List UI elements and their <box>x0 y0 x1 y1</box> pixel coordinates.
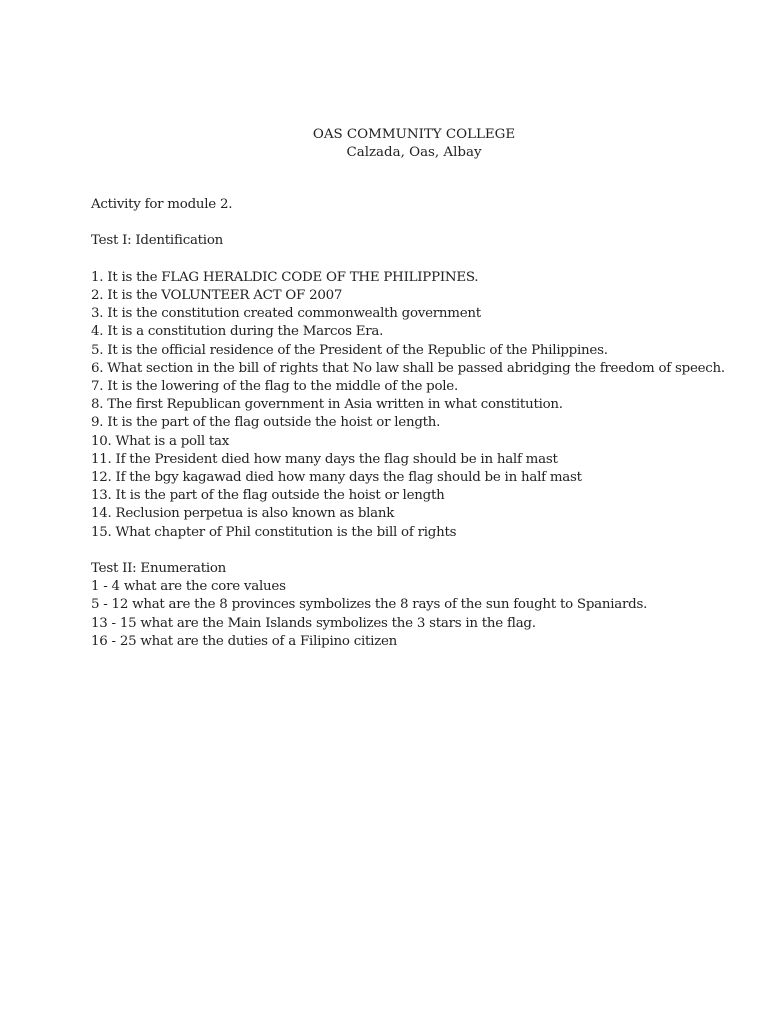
test1-item: 7. It is the lowering of the flag to the middle of the pole. <box>91 379 458 394</box>
institution-name: OAS COMMUNITY COLLEGE <box>312 127 516 142</box>
document-body <box>91 196 751 651</box>
test2-items <box>91 578 751 651</box>
test1-item: 13. It is the part of the flag outside the hoist or length <box>91 488 445 504</box>
test2-title: Test II: Enumeration <box>91 561 227 577</box>
test2-item: 5 - 12 what are the 8 provinces symbolizes the 8 rays of the sun fought to Spaniards. <box>91 597 648 613</box>
document-header <box>0 126 768 162</box>
spacer <box>91 251 751 269</box>
test1-item: 8. The first Republican government in Asia written in what constitution. <box>91 397 563 413</box>
test1-item: 6. What section in the bill of rights that No law shall be passed abridging the freedom of speech. <box>91 360 725 376</box>
test1-item: 4. It is a constitution during the Marcos Era. <box>91 324 384 340</box>
test1-item: 1. It is the FLAG HERALDIC CODE OF THE PHILIPPINES. <box>91 269 479 285</box>
institution-address: Calzada, Oas, Albay <box>346 145 482 161</box>
test1-item: 15. What chapter of Phil constitution is the bill of rights <box>91 524 457 540</box>
spacer <box>91 542 751 560</box>
spacer <box>91 214 751 232</box>
test1-item: 5. It is the official residence of the President of the Republic of the Philippines. <box>91 342 608 358</box>
test2-item: 1 - 4 what are the core values <box>91 579 286 595</box>
test1-items <box>91 269 751 542</box>
test2-item: 13 - 15 what are the Main Islands symbolizes the 3 stars in the flag. <box>91 615 536 631</box>
activity-title: Activity for module 2. <box>91 197 233 212</box>
test1-title: Test I: Identification <box>91 233 224 249</box>
test1-item: 3. It is the constitution created commonwealth government <box>91 306 481 322</box>
test1-item: 2. It is the VOLUNTEER ACT OF 2007 <box>91 287 343 303</box>
test1-item: 9. It is the part of the flag outside the hoist or length. <box>91 415 441 431</box>
test1-item: 10. What is a poll tax <box>91 433 230 449</box>
test2-item: 16 - 25 what are the duties of a Filipino citizen <box>91 633 397 649</box>
test1-item: 14. Reclusion perpetua is also known as blank <box>91 506 395 522</box>
test1-item: 11. If the President died how many days the flag should be in half mast <box>91 451 558 467</box>
test1-item: 12. If the bgy kagawad died how many days the flag should be in half mast <box>91 470 582 486</box>
